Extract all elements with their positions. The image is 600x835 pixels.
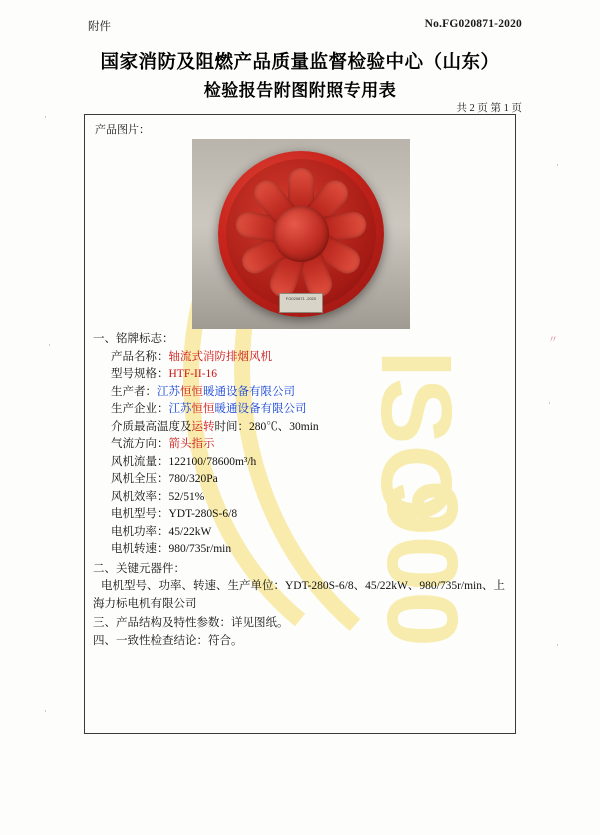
product-photo — [192, 139, 410, 329]
scan-mark: · — [44, 112, 47, 122]
item-value: 52/51% — [168, 490, 205, 503]
item-value: 780/320Pa — [168, 473, 218, 485]
item-label-tail: 时间： — [214, 420, 249, 433]
scan-mark: · — [556, 160, 559, 170]
item-motor-model — [111, 506, 509, 524]
item-value-prefix: 江苏 — [157, 385, 180, 398]
item-flow-rate — [111, 454, 509, 472]
attachment-label: 附件 — [88, 21, 111, 33]
item-producer — [111, 384, 509, 402]
fan-inner-ring — [226, 159, 376, 309]
item-value: 122100/78600m³/h — [168, 455, 257, 468]
scan-mark: · — [556, 640, 559, 650]
edge-artifact: 〃 — [548, 335, 558, 346]
item-motor-speed — [111, 541, 509, 559]
nameplate: FG020871 -2020 — [279, 293, 323, 313]
section-1-heading: 一、铭牌标志： — [93, 333, 174, 345]
fan-hub — [273, 206, 329, 262]
item-model — [111, 366, 509, 384]
svg-text:9001: 9001 — [366, 480, 478, 650]
scan-mark: · — [48, 340, 51, 350]
scan-mark: · — [44, 706, 47, 716]
item-label: 电机型号： — [111, 508, 169, 520]
item-airflow-direction — [111, 436, 509, 454]
item-label: 产品名称： — [111, 350, 169, 363]
item-value: HTF-II-16 — [168, 368, 218, 380]
item-label: 型号规格： — [111, 368, 169, 380]
item-value-suffix: 暖通设备有限公司 — [214, 403, 307, 415]
item-value: 45/22kW — [168, 525, 212, 538]
item-label: 介质最高温度及 — [111, 420, 192, 433]
item-product-name — [111, 349, 509, 367]
section-2-line2: 海力标电机有限公司 — [93, 597, 197, 610]
document-number: No.FG020871-2020 — [424, 18, 522, 30]
section-2-line1: 电机型号、功率、转速、生产单位：YDT-280S-6/8、45/22kW、980/735r/min、上 — [101, 580, 505, 592]
item-label-highlight: 运转 — [191, 420, 215, 433]
item-value-mid: 恒恒 — [191, 403, 215, 415]
item-value-mid: 恒恒 — [180, 385, 203, 398]
item-value: YDT-280S-6/8 — [168, 508, 238, 520]
item-label: 气流方向： — [111, 438, 169, 450]
item-value-prefix: 江苏 — [168, 403, 192, 415]
item-label: 风机流量： — [111, 455, 169, 468]
page-title-line2: 检验报告附图附照专用表 — [203, 81, 397, 100]
product-photo-label: 产品图片： — [95, 124, 150, 136]
item-value: 轴流式消防排烟风机 — [168, 350, 272, 363]
header-row — [0, 18, 600, 34]
item-total-pressure — [111, 471, 509, 489]
item-max-temp-duration — [111, 419, 509, 437]
item-value: 280℃、30min — [249, 420, 319, 433]
item-motor-power — [111, 524, 509, 542]
item-label: 生产企业： — [111, 403, 169, 415]
item-label: 生产者： — [111, 385, 157, 398]
item-label: 电机转速： — [111, 543, 169, 555]
item-label: 电机功率： — [111, 525, 169, 538]
item-value-suffix: 暖通设备有限公司 — [203, 385, 295, 398]
section-2-heading: 二、关键元器件： — [93, 562, 185, 575]
content-frame — [84, 114, 516, 734]
item-value: 980/735r/min — [168, 543, 232, 555]
item-label: 风机效率： — [111, 490, 169, 503]
page-title-line1: 国家消防及阻燃产品质量监督检验中心（山东） — [100, 53, 500, 73]
section-3: 三、产品结构及特性参数：详见图纸。 — [93, 617, 289, 629]
item-manufacturer — [111, 401, 509, 419]
item-efficiency — [111, 489, 509, 507]
item-label: 风机全压： — [111, 473, 169, 485]
scan-mark: · — [548, 398, 551, 408]
page-count-info: 共 2 页 第 1 页 — [456, 103, 522, 114]
item-value: 箭头指示 — [168, 438, 215, 450]
svg-text:ISO: ISO — [360, 350, 472, 523]
section-4: 四、一致性检查结论：符合。 — [93, 634, 243, 647]
report-body — [93, 329, 509, 650]
